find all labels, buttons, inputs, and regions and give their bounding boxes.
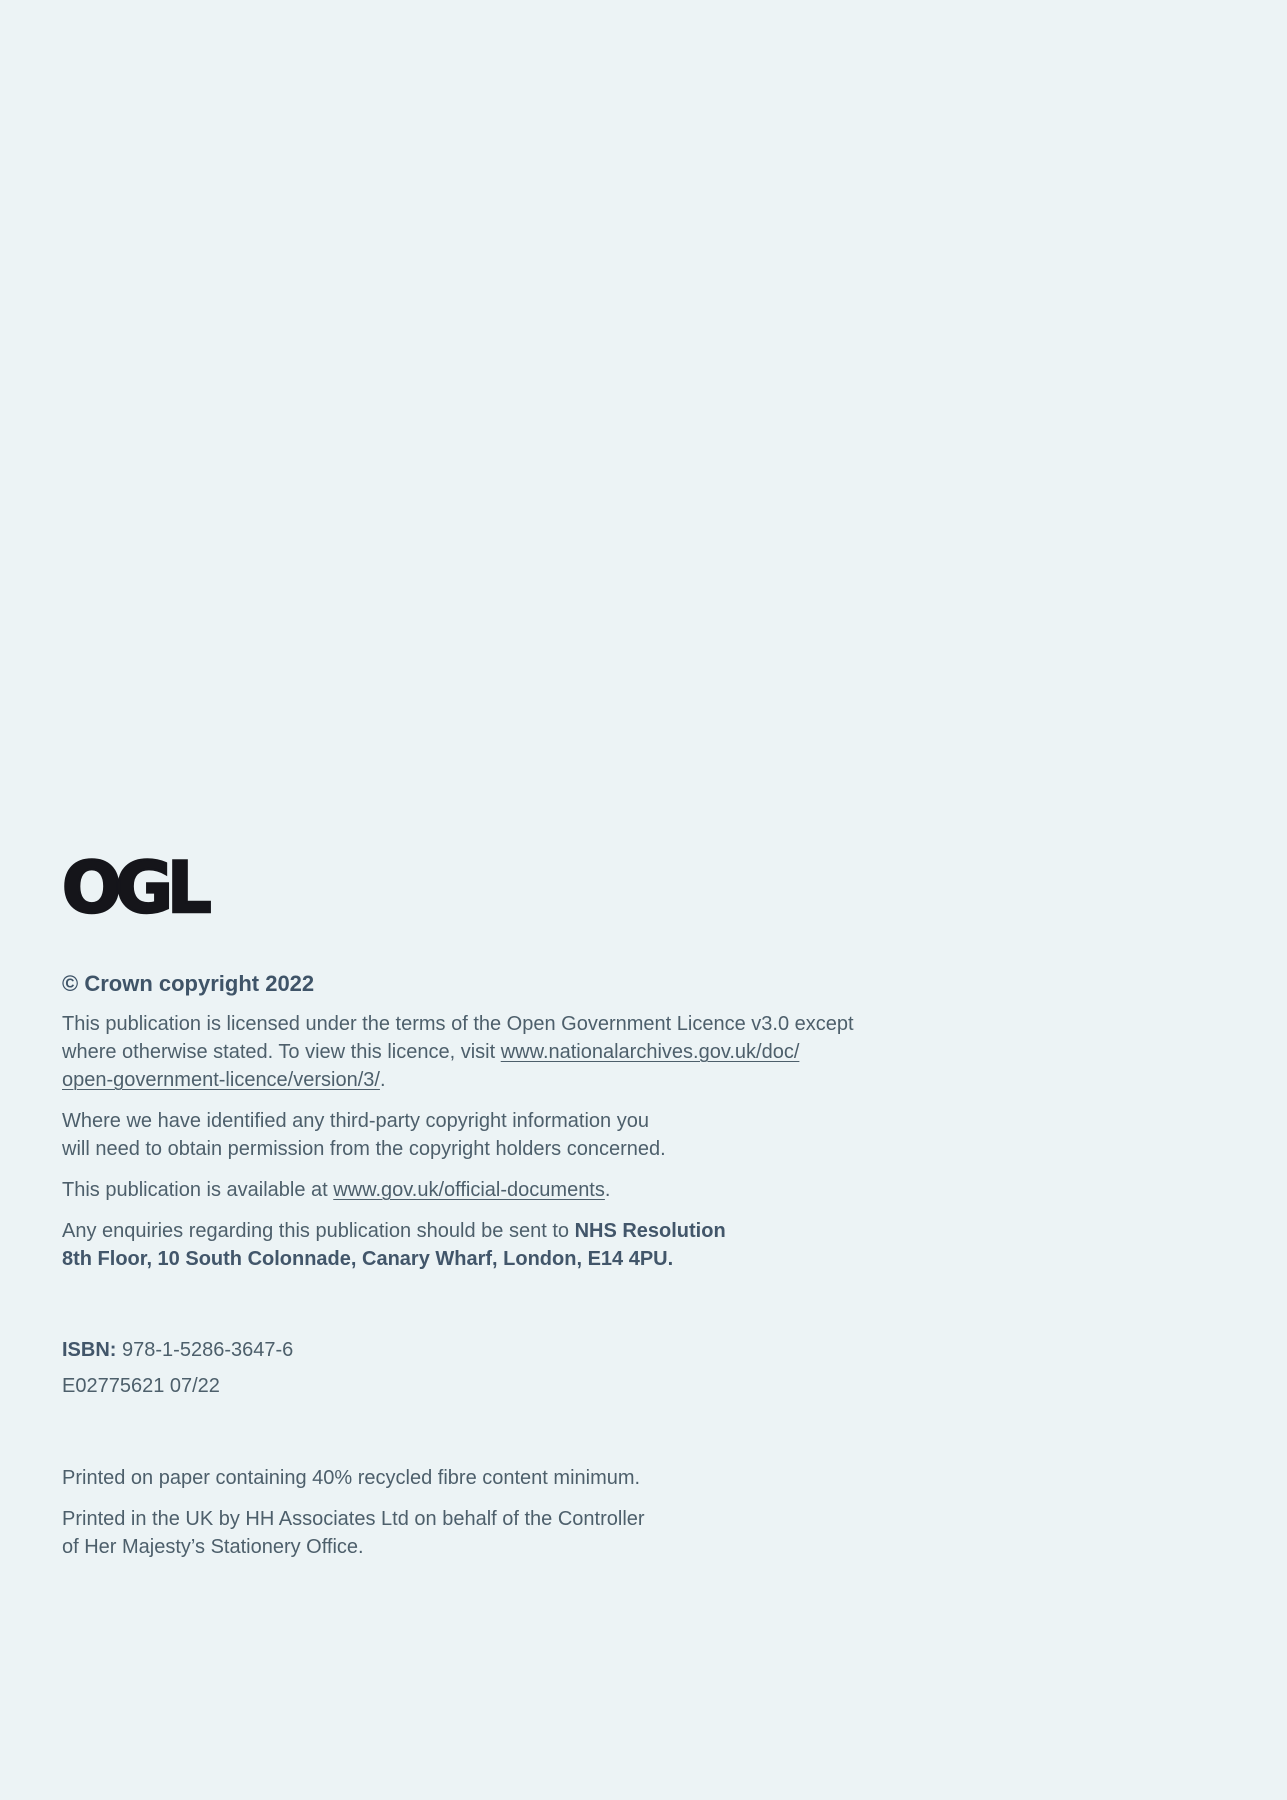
colophon-content (62, 847, 902, 1574)
licence-line2-text: where otherwise stated. To view this licence, visit (62, 1041, 501, 1063)
third-party-line1: Where we have identified any third-party copyright information you (62, 1110, 649, 1132)
spacer (62, 1413, 902, 1464)
recycled-paper-line (62, 1464, 902, 1492)
ogl-logo: OGL (62, 847, 206, 929)
printer-line2: of Her Majesty’s Stationery Office. (62, 1536, 364, 1558)
enquiries-address: 8th Floor, 10 South Colonnade, Canary Wharf, London, E14 4PU. (62, 1248, 674, 1270)
product-code: E02775621 07/22 (62, 1375, 220, 1397)
national-archives-link-part2[interactable]: open-government-licence/version/3/ (62, 1069, 380, 1091)
official-documents-link[interactable]: www.gov.uk/official-documents (333, 1179, 605, 1201)
recycled-paper-text: Printed on paper containing 40% recycled fibre content minimum. (62, 1467, 641, 1489)
printer-line1: Printed in the UK by HH Associates Ltd on behalf of the Controller (62, 1508, 645, 1530)
third-party-paragraph (62, 1107, 902, 1163)
third-party-line2: will need to obtain permission from the copyright holders concerned. (62, 1138, 666, 1160)
printer-paragraph (62, 1505, 902, 1561)
licence-line3-period: . (379, 1069, 386, 1091)
isbn-value: 978-1-5286-3647-6 (116, 1339, 294, 1361)
national-archives-link-part1[interactable]: www.nationalarchives.gov.uk/doc/ (500, 1041, 800, 1063)
availability-paragraph (62, 1176, 902, 1204)
availability-period: . (604, 1179, 611, 1201)
availability-text: This publication is available at (62, 1179, 334, 1201)
isbn-line (62, 1336, 902, 1364)
enquiries-org-name: NHS Resolution (574, 1220, 726, 1242)
spacer (62, 1286, 902, 1336)
isbn-label: ISBN: (62, 1339, 117, 1361)
enquiries-paragraph (62, 1217, 902, 1273)
licence-line1: This publication is licensed under the terms of the Open Government Licence v3.0 except (62, 1013, 854, 1035)
enquiries-text: Any enquiries regarding this publication should be sent to (62, 1220, 575, 1242)
crown-copyright-heading: © Crown copyright 2022 (62, 971, 315, 996)
licence-paragraph (62, 1010, 902, 1094)
product-code-line (62, 1372, 902, 1400)
